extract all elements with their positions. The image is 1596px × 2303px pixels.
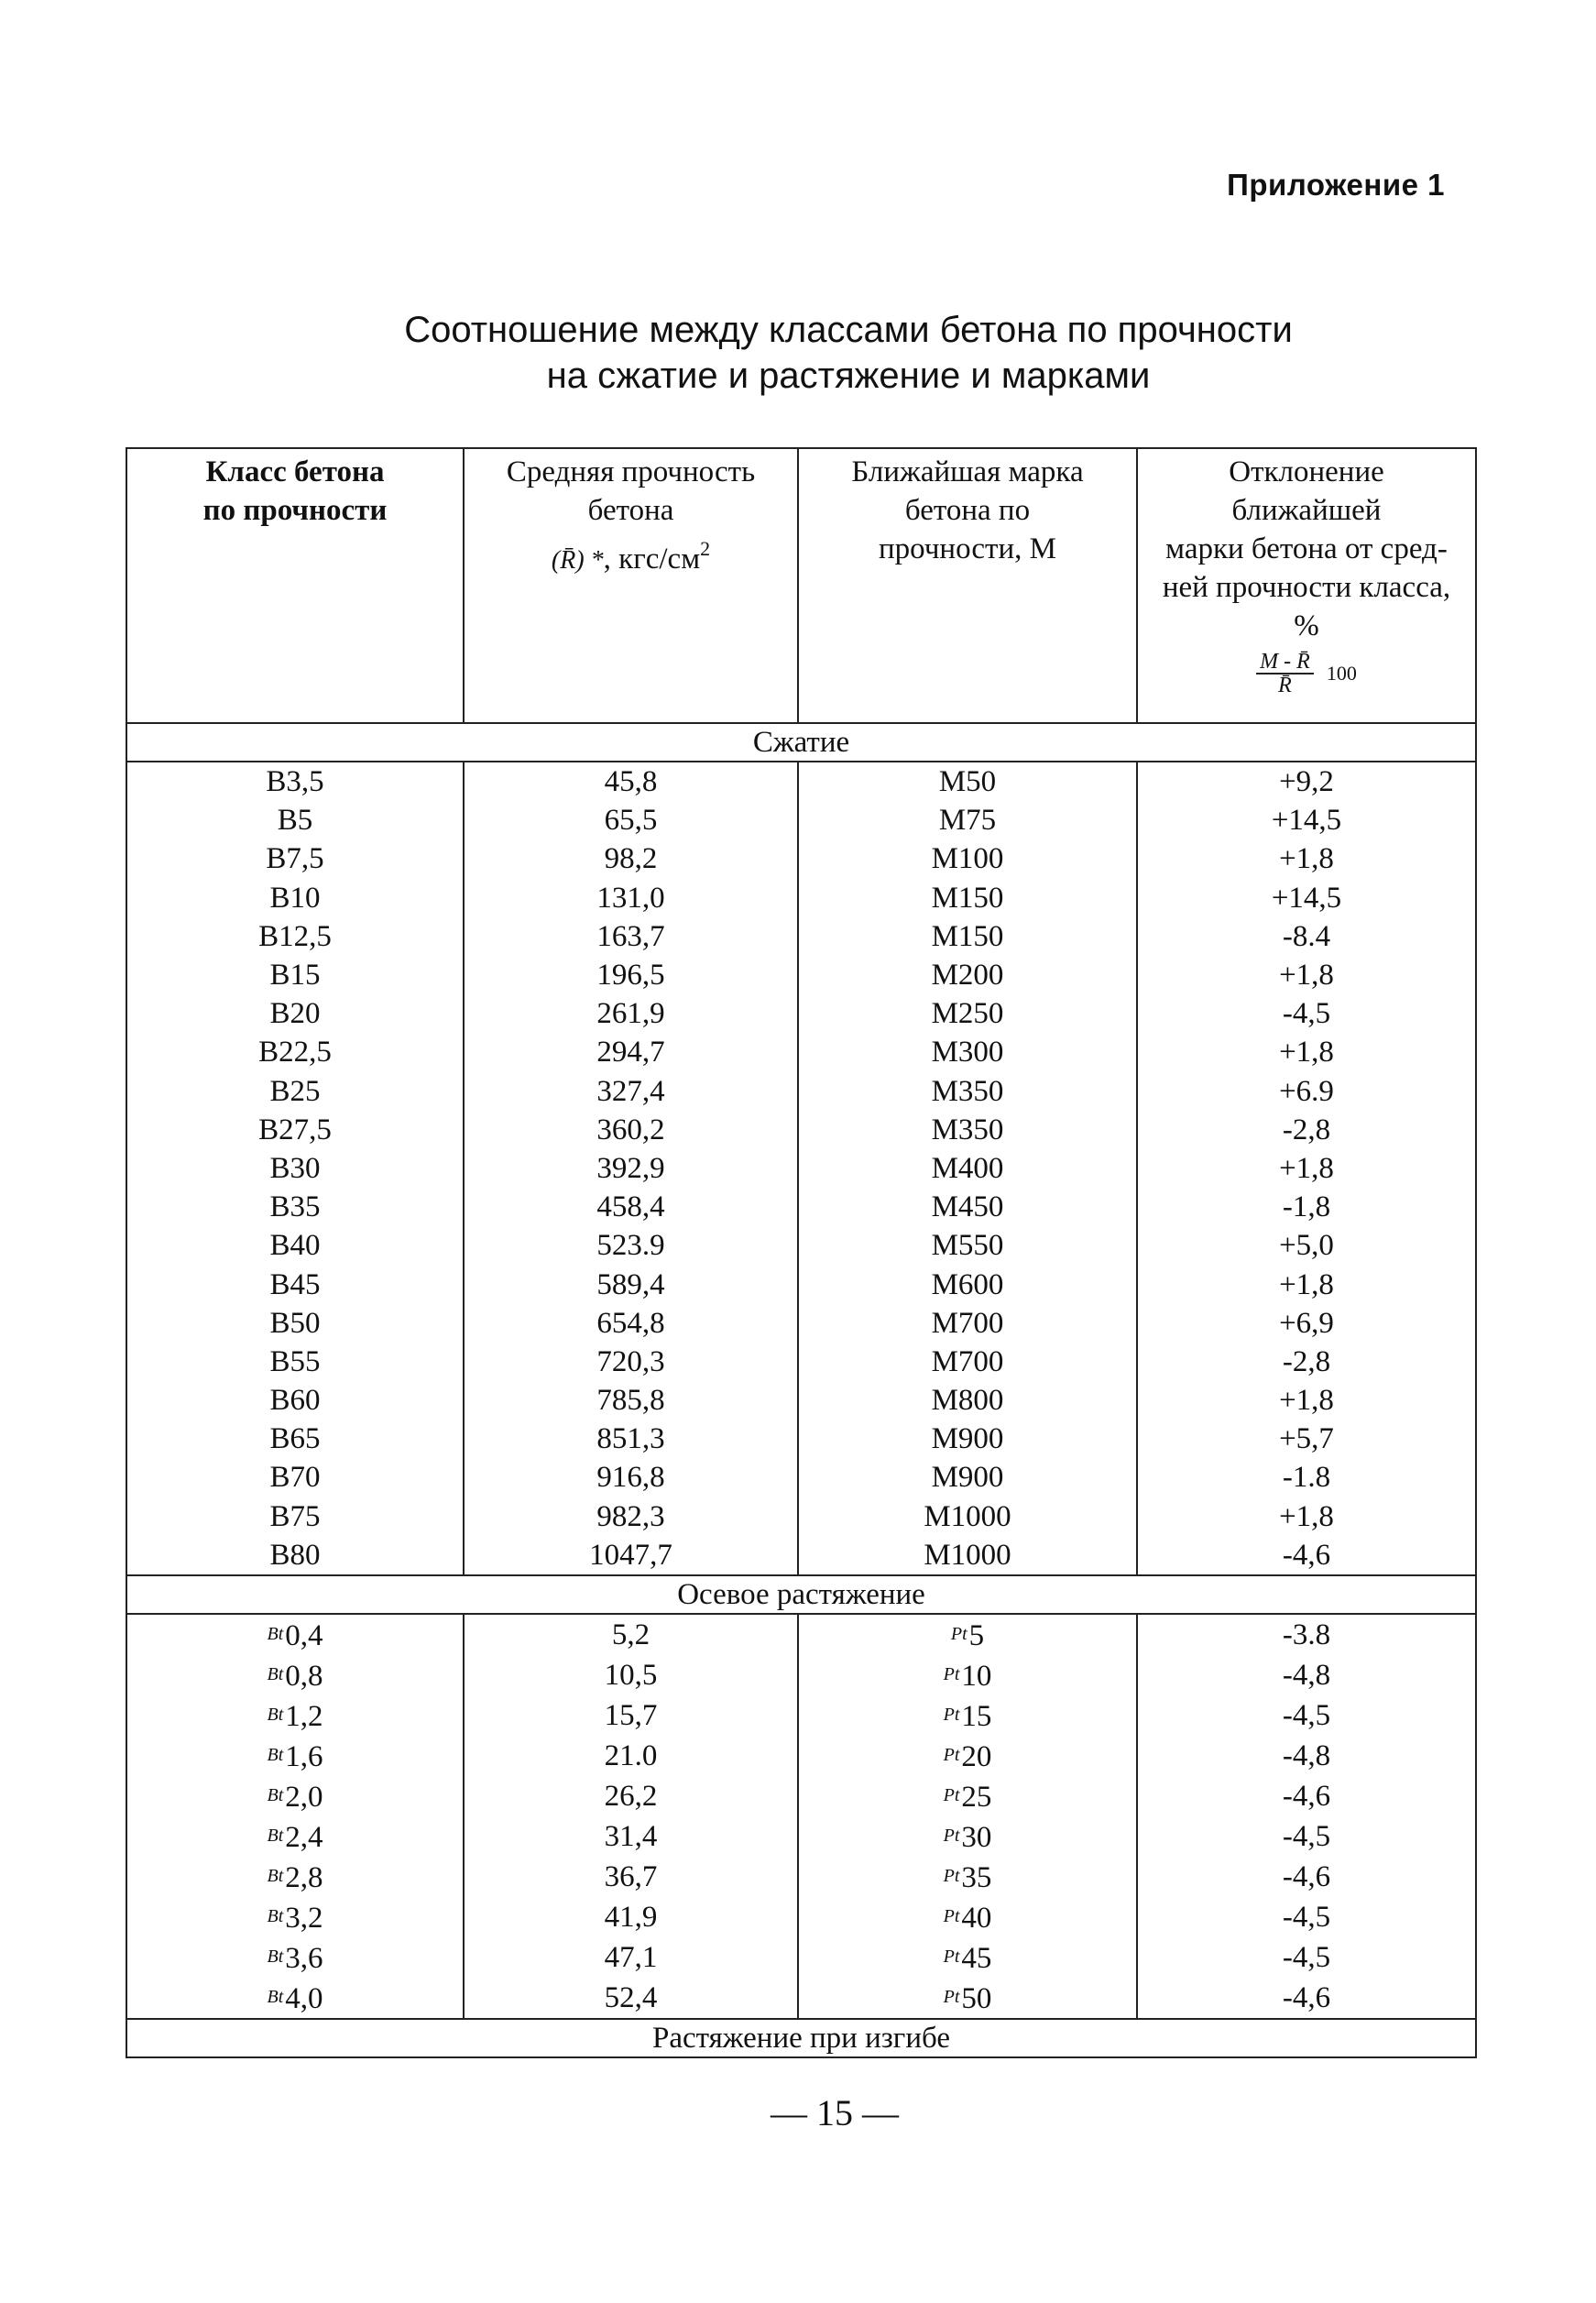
deviation-cell: -4,8	[1137, 1736, 1476, 1776]
section-compression: Сжатие	[126, 723, 1476, 762]
table-row	[126, 1149, 1476, 1188]
class-cell: В65	[126, 1420, 464, 1458]
mark-cell: М550	[798, 1226, 1137, 1265]
table-row	[126, 1816, 1476, 1857]
class-cell: В10	[126, 879, 464, 917]
title-line-1: Соотношение между классами бетона по прочности	[404, 310, 1293, 350]
average-strength-cell: 163,7	[464, 917, 798, 956]
deviation-cell: +1,8	[1137, 956, 1476, 994]
class-cell: В20	[126, 994, 464, 1033]
table-row	[126, 1536, 1476, 1575]
mark-cell: М350	[798, 1111, 1137, 1149]
class-cell: $^{Вt}$2,0	[126, 1776, 464, 1816]
table-row	[126, 1188, 1476, 1226]
deviation-cell: +1,8	[1137, 1381, 1476, 1420]
class-cell: $^{Вt}$2,8	[126, 1857, 464, 1897]
mark-cell: М75	[798, 801, 1137, 839]
appendix-label: Приложение 1	[1227, 168, 1445, 202]
mark-cell: $^{Рt}$35	[798, 1857, 1137, 1897]
class-cell: $^{Вt}$3,2	[126, 1897, 464, 1937]
table-row	[126, 1497, 1476, 1536]
deviation-cell: +9,2	[1137, 762, 1476, 801]
table-row	[126, 1857, 1476, 1897]
average-strength-cell: 98,2	[464, 839, 798, 878]
mark-cell: М350	[798, 1072, 1137, 1111]
mark-cell: $^{Рt}$30	[798, 1816, 1137, 1857]
class-cell: В35	[126, 1188, 464, 1226]
table-row	[126, 1420, 1476, 1458]
table-row	[126, 1072, 1476, 1111]
average-strength-cell: 392,9	[464, 1149, 798, 1188]
deviation-cell: -4,6	[1137, 1857, 1476, 1897]
average-strength-cell: 1047,7	[464, 1536, 798, 1575]
average-strength-cell: 65,5	[464, 801, 798, 839]
mark-cell: М250	[798, 994, 1137, 1033]
class-cell: $^{Вt}$0,8	[126, 1655, 464, 1695]
class-cell: В5	[126, 801, 464, 839]
page-title	[0, 307, 1596, 399]
deviation-cell: -4,5	[1137, 1695, 1476, 1736]
mark-cell: М400	[798, 1149, 1137, 1188]
deviation-cell: -4,6	[1137, 1776, 1476, 1816]
table-row	[126, 1978, 1476, 2019]
average-strength-cell: 41,9	[464, 1897, 798, 1937]
average-strength-cell: 5,2	[464, 1614, 798, 1655]
title-line-2: на сжатие и растяжение и марками	[546, 356, 1151, 396]
deviation-cell: -4,5	[1137, 1937, 1476, 1978]
table-row	[126, 1655, 1476, 1695]
concrete-class-table	[126, 447, 1477, 2058]
table-row	[126, 1458, 1476, 1497]
average-strength-cell: 21.0	[464, 1736, 798, 1776]
average-strength-cell: 36,7	[464, 1857, 798, 1897]
header-class: Класс бетона по прочности	[126, 448, 464, 723]
mark-cell: М800	[798, 1381, 1137, 1420]
average-strength-cell: 294,7	[464, 1033, 798, 1071]
class-cell: В70	[126, 1458, 464, 1497]
deviation-cell: -4,5	[1137, 994, 1476, 1033]
mark-cell: М1000	[798, 1497, 1137, 1536]
mark-cell: $^{Рt}$15	[798, 1695, 1137, 1736]
mark-cell: М900	[798, 1458, 1137, 1497]
deviation-cell: +5,0	[1137, 1226, 1476, 1265]
header-average-strength: Средняя прочность бетона (R̄) *, кгс/$см^2$	[464, 448, 798, 723]
table-row	[126, 839, 1476, 878]
table-row	[126, 1343, 1476, 1381]
mark-cell: М900	[798, 1420, 1137, 1458]
mark-cell: $^{Рt}$40	[798, 1897, 1137, 1937]
deviation-cell: +1,8	[1137, 1149, 1476, 1188]
class-cell: $^{Вt}$2,4	[126, 1816, 464, 1857]
deviation-cell: +6.9	[1137, 1072, 1476, 1111]
average-strength-cell: 458,4	[464, 1188, 798, 1226]
average-strength-cell: 196,5	[464, 956, 798, 994]
table-row	[126, 1776, 1476, 1816]
deviation-cell: -4,6	[1137, 1978, 1476, 2019]
mark-cell: М1000	[798, 1536, 1137, 1575]
class-cell: $^{Вt}$4,0	[126, 1978, 464, 2019]
average-strength-cell: 851,3	[464, 1420, 798, 1458]
average-strength-cell: 654,8	[464, 1304, 798, 1343]
class-cell: В75	[126, 1497, 464, 1536]
average-strength-cell: 327,4	[464, 1072, 798, 1111]
table-row	[126, 1226, 1476, 1265]
table-row	[126, 1937, 1476, 1978]
mark-cell: М450	[798, 1188, 1137, 1226]
table-row	[126, 1304, 1476, 1343]
table-row	[126, 1265, 1476, 1303]
class-cell: В60	[126, 1381, 464, 1420]
mark-cell: М600	[798, 1265, 1137, 1303]
header-deviation: Отклонение ближайшей марки бетона от сред- ней прочности класса, % $\frac{M - R̄}{R̄}$ 100	[1137, 448, 1476, 723]
mark-cell: $^{Рt}$25	[798, 1776, 1137, 1816]
deviation-cell: -1.8	[1137, 1458, 1476, 1497]
deviation-cell: -4,6	[1137, 1536, 1476, 1575]
deviation-cell: -2,8	[1137, 1343, 1476, 1381]
deviation-cell: +6,9	[1137, 1304, 1476, 1343]
class-cell: В55	[126, 1343, 464, 1381]
deviation-cell: -4,8	[1137, 1655, 1476, 1695]
average-strength-cell: 15,7	[464, 1695, 798, 1736]
table-row	[126, 994, 1476, 1033]
average-strength-cell: 31,4	[464, 1816, 798, 1857]
average-strength-cell: 45,8	[464, 762, 798, 801]
deviation-cell: +1,8	[1137, 839, 1476, 878]
class-cell: В12,5	[126, 917, 464, 956]
deviation-cell: -2,8	[1137, 1111, 1476, 1149]
deviation-cell: -4,5	[1137, 1816, 1476, 1857]
table-row	[126, 956, 1476, 994]
mark-cell: М150	[798, 879, 1137, 917]
deviation-cell: +1,8	[1137, 1497, 1476, 1536]
deviation-cell: +14,5	[1137, 879, 1476, 917]
class-cell: В27,5	[126, 1111, 464, 1149]
mark-cell: $^{Рt}$50	[798, 1978, 1137, 2019]
section-bending-tension: Растяжение при изгибе	[126, 2019, 1476, 2057]
class-cell: В80	[126, 1536, 464, 1575]
table-row	[126, 801, 1476, 839]
class-cell: $^{Вt}$0,4	[126, 1614, 464, 1655]
mark-cell: М700	[798, 1304, 1137, 1343]
mark-cell: $^{Рt}$10	[798, 1655, 1137, 1695]
table-row	[126, 1897, 1476, 1937]
class-cell: В40	[126, 1226, 464, 1265]
average-strength-cell: 26,2	[464, 1776, 798, 1816]
table-row	[126, 917, 1476, 956]
deviation-cell: +5,7	[1137, 1420, 1476, 1458]
table-row	[126, 762, 1476, 801]
mark-cell: М50	[798, 762, 1137, 801]
table-header-row	[126, 448, 1476, 723]
average-strength-cell: 916,8	[464, 1458, 798, 1497]
class-cell: В50	[126, 1304, 464, 1343]
table-row	[126, 1614, 1476, 1655]
deviation-cell: +1,8	[1137, 1265, 1476, 1303]
mark-cell: М200	[798, 956, 1137, 994]
mark-cell: М100	[798, 839, 1137, 878]
class-cell: $^{Вt}$1,2	[126, 1695, 464, 1736]
average-strength-cell: 360,2	[464, 1111, 798, 1149]
class-cell: В3,5	[126, 762, 464, 801]
class-cell: $^{Вt}$1,6	[126, 1736, 464, 1776]
section-axial-tension: Осевое растяжение	[126, 1575, 1476, 1614]
class-cell: В7,5	[126, 839, 464, 878]
average-strength-cell: 10,5	[464, 1655, 798, 1695]
deviation-cell: -4,5	[1137, 1897, 1476, 1937]
table-row	[126, 879, 1476, 917]
average-strength-cell: 523.9	[464, 1226, 798, 1265]
average-strength-cell: 47,1	[464, 1937, 798, 1978]
table-row	[126, 1111, 1476, 1149]
deviation-cell: -8.4	[1137, 917, 1476, 956]
table-row	[126, 1695, 1476, 1736]
deviation-formula: $\frac{M - R̄}{R̄}$ 100	[1138, 651, 1475, 696]
average-strength-cell: 52,4	[464, 1978, 798, 2019]
average-strength-cell: 589,4	[464, 1265, 798, 1303]
table-row	[126, 1033, 1476, 1071]
mark-cell: М300	[798, 1033, 1137, 1071]
average-strength-cell: 785,8	[464, 1381, 798, 1420]
average-strength-cell: 982,3	[464, 1497, 798, 1536]
mark-cell: М700	[798, 1343, 1137, 1381]
deviation-cell: -1,8	[1137, 1188, 1476, 1226]
average-strength-cell: 720,3	[464, 1343, 798, 1381]
class-cell: $^{Вt}$3,6	[126, 1937, 464, 1978]
page-number: — 15 —	[771, 2092, 899, 2133]
average-strength-cell: 261,9	[464, 994, 798, 1033]
mark-cell: $^{Рt}$5	[798, 1614, 1137, 1655]
class-cell: В22,5	[126, 1033, 464, 1071]
class-cell: В30	[126, 1149, 464, 1188]
table-row	[126, 1381, 1476, 1420]
class-cell: В45	[126, 1265, 464, 1303]
mark-cell: $^{Рt}$20	[798, 1736, 1137, 1776]
table-row	[126, 1736, 1476, 1776]
class-cell: В25	[126, 1072, 464, 1111]
mark-cell: М150	[798, 917, 1137, 956]
mark-cell: $^{Рt}$45	[798, 1937, 1137, 1978]
class-cell: В15	[126, 956, 464, 994]
deviation-cell: +1,8	[1137, 1033, 1476, 1071]
average-strength-cell: 131,0	[464, 879, 798, 917]
deviation-cell: -3.8	[1137, 1614, 1476, 1655]
deviation-cell: +14,5	[1137, 801, 1476, 839]
header-nearest-mark: Ближайшая марка бетона по прочности, М	[798, 448, 1137, 723]
